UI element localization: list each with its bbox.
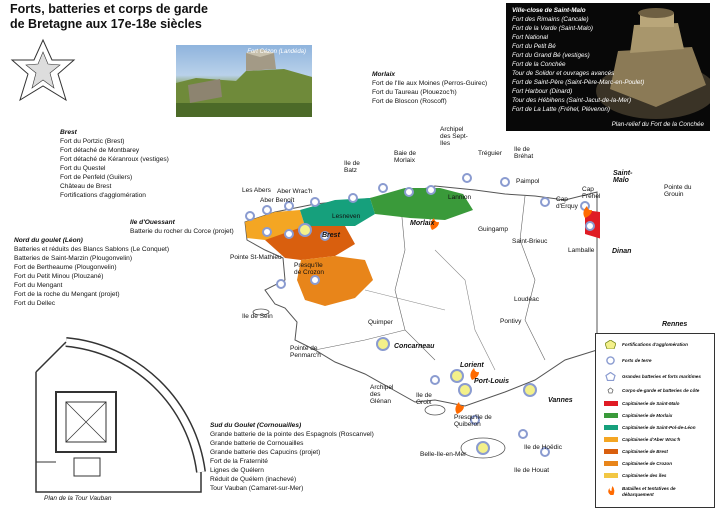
legend-label: Batailles et tentatives de débarquement <box>622 486 676 497</box>
saint-malo-list: Ville-close de Saint-Malo Fort des Rimains (Cancale) Fort de la Varde (Saint-Malo) Fort National Fort du Petit Bé Fort du Grand Bé (vestiges) Fort de la Conchée Tour de Solidor et ouvrages avancés Fort de Saint-Père (Saint-Père-Marc-en-Poulet) Fort Harbour (Dinard) Tour des Hébihens (Saint-Jacut-de-la-Mer) Fort de La Latte (Fréhel, Plévenon) <box>512 7 645 113</box>
conchee-caption: Plan-relief du Fort de la Conchée <box>611 121 704 128</box>
legend-label: Capitainerie de Saint-Pol-de-Léon <box>622 425 696 430</box>
label-pointe-grouin: Pointe du Grouin <box>664 184 692 198</box>
label-loudeac: Loudéac <box>514 296 539 303</box>
label-concarneau: Concarneau <box>394 343 435 350</box>
label-les-abers: Les Abers <box>242 187 271 194</box>
swatch-iles <box>604 473 618 478</box>
swatch-saint-pol <box>604 425 618 430</box>
legend-label: Capitainerie de Morlaix <box>622 413 673 418</box>
label-saint-brieuc: Saint-Brieuc <box>512 238 548 245</box>
legend-label: Capitainerie d'Aber Wrac'h <box>622 437 681 442</box>
legend-label: Forts de terre <box>622 358 652 363</box>
label-cap-frehel: Cap Fréhel <box>582 186 601 200</box>
label-aber-benoit: Aber Benoît <box>260 197 295 204</box>
land-fort-icon <box>605 356 616 365</box>
label-rennes: Rennes <box>662 321 688 328</box>
morlaix-forts-list: Morlaix Fort de l'Ile aux Moines (Perros-Guirec) Fort du Taureau (Plouezoc'h) Fort de Bloscon (Roscoff) <box>372 71 488 105</box>
fort-conchee-photo <box>506 3 710 131</box>
goulet-nord-list: Nord du goulet (Léon) Batteries et réduits des Blancs Sablons (Le Conquet) Batteries de Saint-Marzin (Plougonvelin) Fort de Bertheaume (Plougonvelin) Fort du Petit Minou (Plouzané) Fort du Mengant Fort de la roche du Mengant (projet) Fort du Dellec <box>14 237 170 307</box>
ouessant-list: Ile d'Ouessant Batterie du rocher du Corce (projet) <box>130 219 234 235</box>
agglomeration-fortification-icon <box>605 340 616 349</box>
label-treguier: Tréguier <box>478 150 502 157</box>
plan-caption: Plan de la Tour Vauban <box>44 495 112 502</box>
label-morlaix: Morlaix <box>410 220 435 227</box>
label-pointe-penmarch: Pointe de Penmarc'h <box>290 345 321 359</box>
label-pointe-st-mathieu: Pointe St-Mathieu <box>230 254 282 261</box>
label-ile-groix: Ile de Groix <box>416 392 432 406</box>
legend-label: Grandes batteries et forts maritimes <box>622 374 701 379</box>
label-paimpol: Paimpol <box>516 178 540 185</box>
label-port-louis: Port-Louis <box>474 378 509 385</box>
label-ile-houat: Ile de Houat <box>514 467 550 474</box>
fort-cezon-photo <box>176 45 312 117</box>
label-lamballe: Lamballe <box>568 247 595 254</box>
label-lesneven: Lesneven <box>332 213 361 220</box>
legend-label: Fortifications d'agglomération <box>622 342 688 347</box>
label-guingamp: Guingamp <box>478 226 508 233</box>
label-pontivy: Pontivy <box>500 318 522 325</box>
label-archipel-sept-iles: Archipel des Sept-Iles <box>440 126 468 147</box>
label-saint-malo: Saint-Malo <box>613 170 633 184</box>
label-aber-wrach: Aber Wrac'h <box>277 188 313 195</box>
swatch-aber-wrach <box>604 437 618 442</box>
fort-cezon-caption: Fort Cézon (Landéda) <box>247 49 306 55</box>
battle-fire-icon <box>605 486 616 495</box>
label-baie-morlaix: Baie de Morlaix <box>394 150 417 164</box>
legend-label: Capitainerie de Brest <box>622 449 668 454</box>
legend-label: Corps-de-garde et batteries de côte <box>622 388 700 393</box>
guard-post-icon <box>605 386 616 395</box>
legend-label: Capitainerie de Saint-Malo <box>622 401 680 406</box>
tour-vauban-plan <box>6 322 206 510</box>
map-legend <box>595 333 715 508</box>
label-presquile-crozon: Presqu'île de Crozon <box>294 262 324 276</box>
label-presquile-quiberon: Presqu'île de Quiberon <box>454 414 492 428</box>
label-brest: Brest <box>322 232 340 239</box>
label-archipel-glenan: Archipel des Glénan <box>370 384 394 405</box>
maritime-fort-icon <box>605 372 616 381</box>
star-fort-sketch <box>8 38 78 110</box>
label-lannion: Lannion <box>448 194 472 201</box>
label-lorient: Lorient <box>460 362 484 369</box>
label-dinan: Dinan <box>612 248 632 255</box>
label-belle-ile: Belle-Ile-en-Mer <box>420 451 467 458</box>
label-vannes: Vannes <box>548 397 573 404</box>
label-ile-brehat: Ile de Bréhat <box>514 146 534 160</box>
goulet-sud-list: Sud du Goulet (Cornouailles) Grande batterie de la pointe des Espagnols (Roscanvel) Grande batterie de Cornouailles Grande batterie des Capucins (projet) Fort de la Fraternité Lignes de Quélern Réduit de Quélern (inachevé) Tour Vauban (Camaret-sur-Mer) <box>210 422 374 492</box>
brest-forts-list: Brest Fort du Portzic (Brest) Fort détaché de Montbarey Fort détaché de Kéranroux (vestiges) Fort du Questel Fort de Penfeld (Guilers) Château de Brest Fortifications d'agglomération <box>60 129 169 199</box>
label-ile-hoedic: Ile de Hoëdic <box>524 444 562 451</box>
map-title: Forts, batteries et corps de garde de Bretagne aux 17e-18e siècles <box>10 2 208 31</box>
legend-label: Capitainerie des îles <box>622 473 667 478</box>
label-quimper: Quimper <box>368 319 393 326</box>
legend-label: Capitainerie de Crozon <box>622 461 673 466</box>
swatch-brest <box>604 449 618 454</box>
label-cap-erquy: Cap d'Erquy <box>556 196 578 210</box>
swatch-morlaix <box>604 413 618 418</box>
label-ile-batz: Ile de Batz <box>344 160 360 174</box>
swatch-crozon <box>604 461 618 466</box>
swatch-saint-malo <box>604 401 618 406</box>
label-ile-sein: Ile de Sein <box>242 313 273 320</box>
